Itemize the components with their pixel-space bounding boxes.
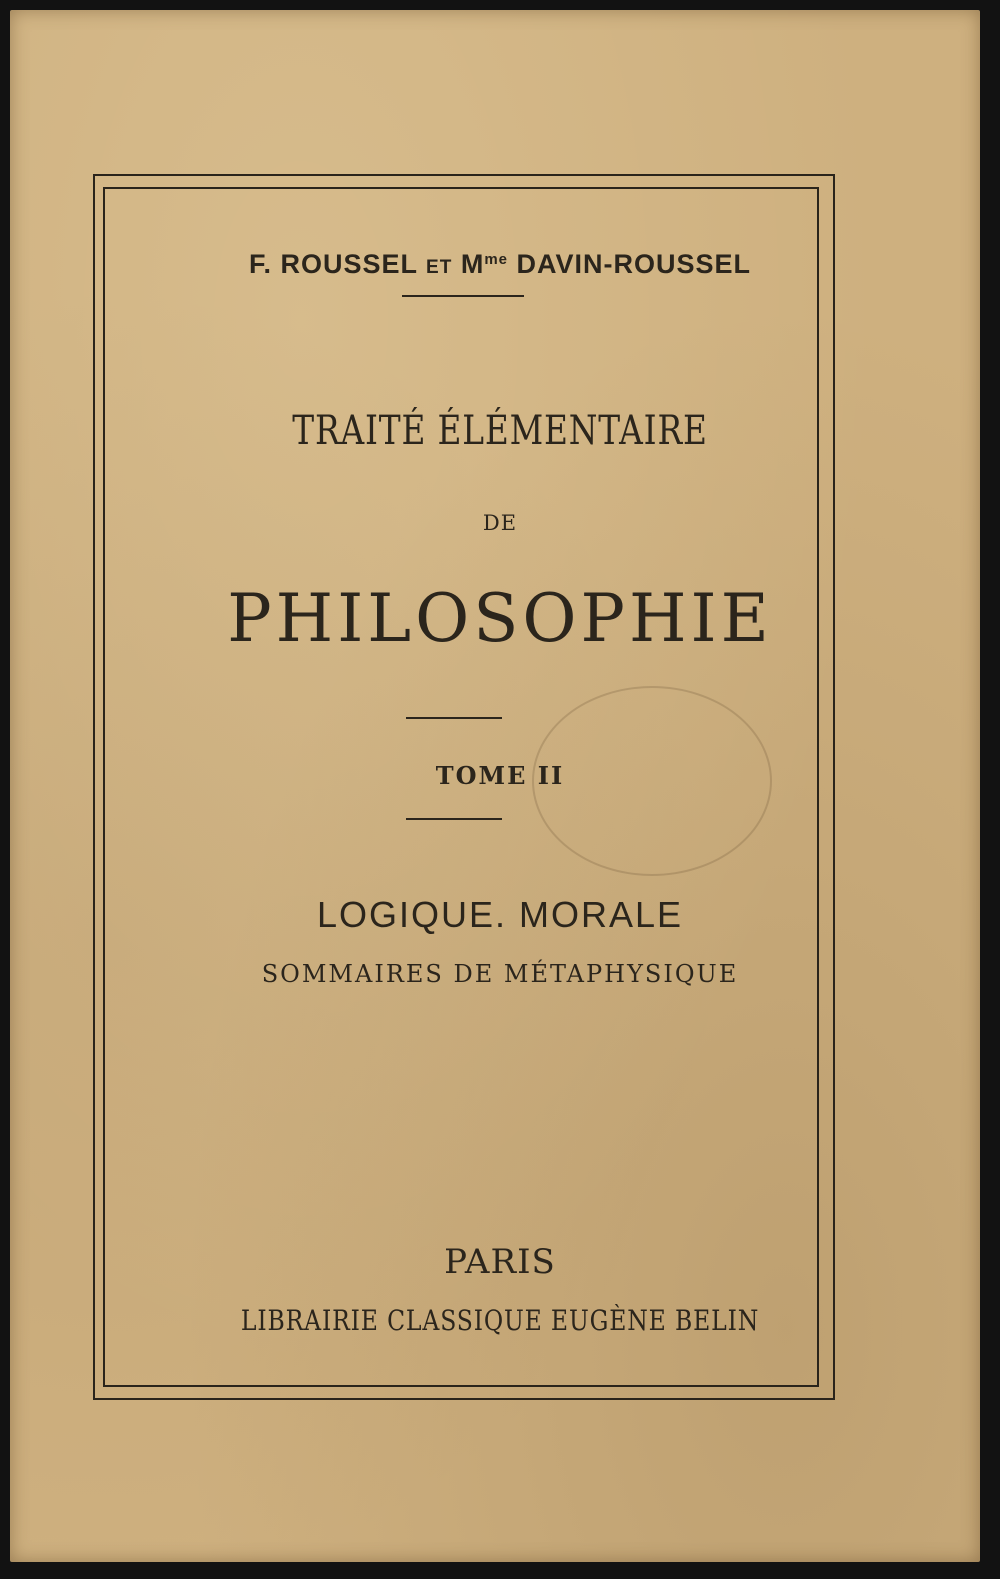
subject-subtitle: SOMMAIRES DE MÉTAPHYSIQUE bbox=[261, 960, 739, 988]
authors-line bbox=[10, 249, 990, 280]
author-first: F. ROUSSEL bbox=[248, 249, 418, 279]
divider-rule-lower bbox=[406, 818, 502, 820]
author-title: $M^{me}$ bbox=[460, 249, 508, 279]
author-second: DAVIN-ROUSSEL bbox=[516, 249, 752, 279]
title-line-1: TRAITÉ ÉLÉMENTAIRE bbox=[292, 408, 708, 454]
book-cover bbox=[10, 10, 980, 1562]
title-line-2: DE bbox=[482, 511, 518, 535]
main-title: PHILOSOPHIE bbox=[227, 580, 773, 657]
volume-label: TOME II bbox=[435, 761, 565, 790]
divider-rule-upper bbox=[406, 717, 502, 719]
publisher-name: LIBRAIRIE CLASSIQUE EUGÈNE BELIN bbox=[240, 1304, 760, 1337]
subject-heading: LOGIQUE. MORALE bbox=[316, 894, 684, 935]
publisher-city: PARIS bbox=[444, 1242, 556, 1282]
divider-rule-authors bbox=[402, 295, 524, 297]
author-conjunction: ET bbox=[426, 257, 453, 278]
